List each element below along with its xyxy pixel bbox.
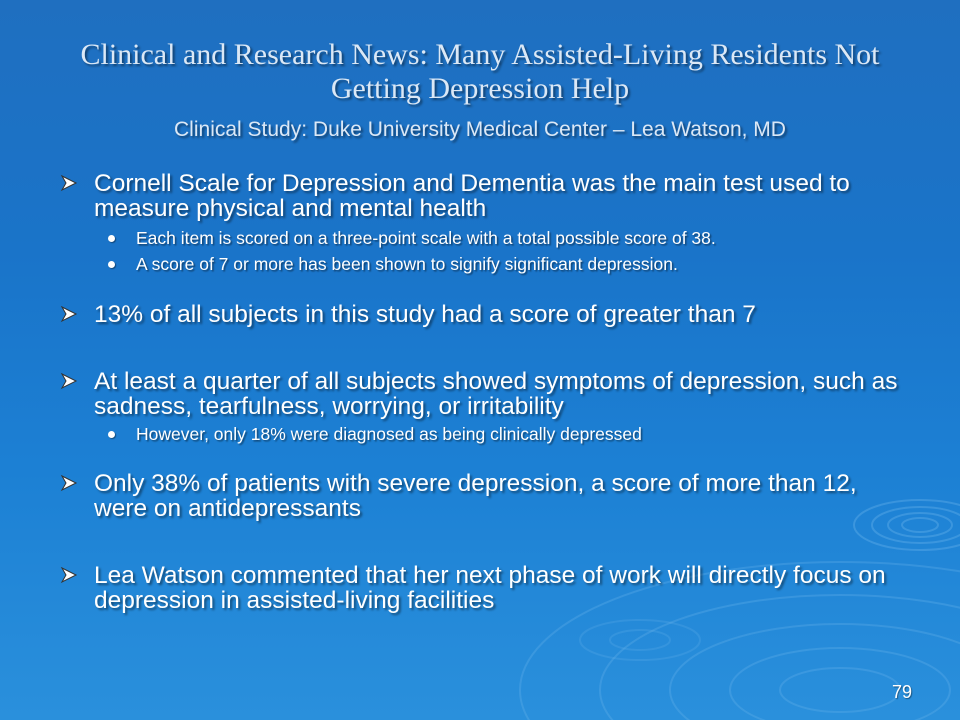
- arrowhead-bullet-icon: [60, 474, 78, 492]
- sub-bullet-item: [108, 227, 898, 249]
- arrowhead-bullet-icon: [60, 305, 78, 323]
- bullet-item: [60, 302, 900, 327]
- sub-bullet-text: Each item is scored on a three-point scale with a total possible score of 38.: [136, 228, 716, 248]
- bullet-text: 13% of all subjects in this study had a score of greater than 7: [94, 301, 756, 328]
- bullet-text: Lea Watson commented that her next phase of work will directly focus on depression in assisted-living facilities: [94, 562, 886, 614]
- sub-bullet-item: [108, 253, 898, 275]
- round-dot-bullet-icon: [108, 235, 115, 242]
- round-dot-bullet-icon: [108, 431, 115, 438]
- bullet-text: Cornell Scale for Depression and Dementia was the main test used to measure physical and mental health: [94, 170, 850, 222]
- slide-subtitle: Clinical Study: Duke University Medical Center – Lea Watson, MD: [174, 118, 786, 141]
- arrowhead-bullet-icon: [60, 372, 78, 390]
- slide-title: Clinical and Research News: Many Assisted-Living Residents Not Getting Depression Help: [80, 38, 880, 105]
- arrowhead-bullet-icon: [60, 174, 78, 192]
- bullet-text: Only 38% of patients with severe depression, a score of more than 12, were on antidepressants: [94, 470, 857, 522]
- bullet-item: [60, 563, 900, 613]
- bullet-text: At least a quarter of all subjects showed symptoms of depression, such as sadness, tearfulness, worrying, or irritability: [94, 368, 898, 420]
- page-number: 79: [891, 682, 912, 702]
- bullet-item: [60, 171, 900, 221]
- sub-bullet-text: A score of 7 or more has been shown to signify significant depression.: [136, 254, 678, 274]
- bullet-item: [60, 369, 900, 419]
- arrowhead-bullet-icon: [60, 566, 78, 584]
- sub-bullet-text: However, only 18% were diagnosed as being clinically depressed: [136, 424, 642, 444]
- round-dot-bullet-icon: [108, 261, 115, 268]
- sub-bullet-item: [108, 423, 898, 445]
- bullet-item: [60, 471, 900, 521]
